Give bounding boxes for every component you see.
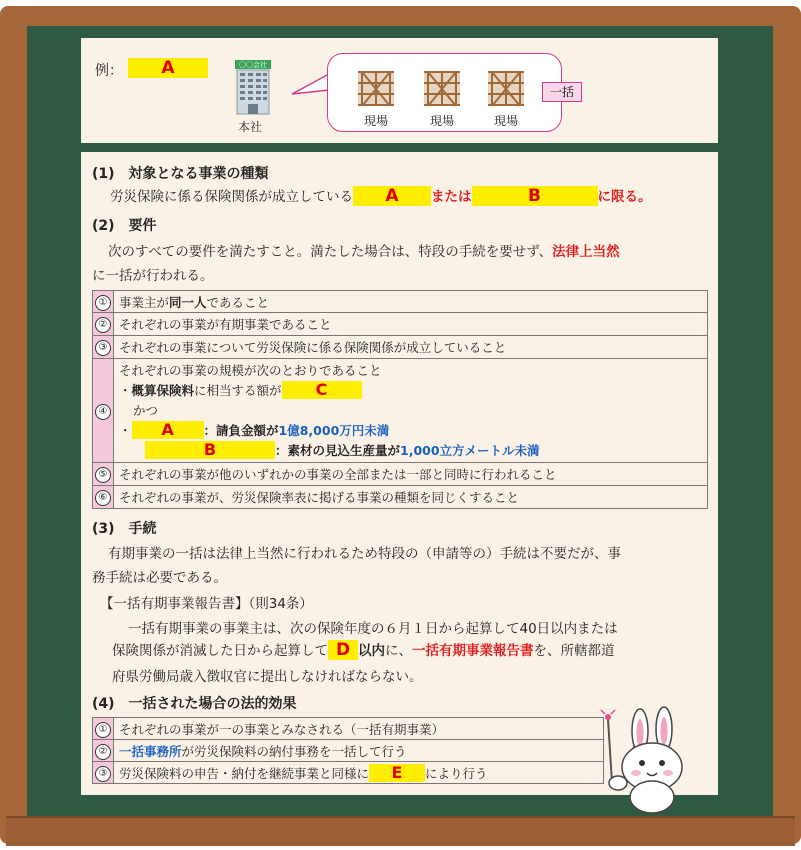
row-number: ⑥ <box>93 486 114 509</box>
requirements-table <box>92 290 708 509</box>
row-number: ① <box>93 718 114 740</box>
section3-line5: 府県労働局歳入徴収官に提出しなければならない。 <box>112 669 423 685</box>
table-row <box>93 359 708 463</box>
section3-line4-red: 一括有期事業報告書 <box>412 643 534 659</box>
table-row <box>93 463 708 486</box>
construction-site-icon <box>422 68 462 108</box>
site-label: 現場 <box>429 114 454 128</box>
row-number: ④ <box>93 359 114 463</box>
section4-heading: (4) 一括された場合の法的効果 <box>92 696 297 712</box>
row4-line5: B ：素材の見込生産量が1,000立方メートル未満 <box>119 441 707 461</box>
table-row <box>93 740 604 762</box>
section3-line2: 務手続は必要である。 <box>92 570 227 586</box>
table-row <box>93 336 708 359</box>
blank-d: D <box>328 640 358 660</box>
section2-line2: に一括が行われる。 <box>92 268 214 284</box>
section3-line1: 有期事業の一括は法律上当然に行われるため特段の（申請等の）手続は不要だが、事 <box>108 546 621 562</box>
section1-text-pre: 労災保険に係る保険関係が成立している <box>110 189 353 205</box>
row-number: ③ <box>93 762 114 784</box>
row4-line2: ・概算保険料に相当する額が C <box>119 381 707 401</box>
bracket-label: 一括 <box>542 82 582 102</box>
section3-line4-post1: に、 <box>385 643 412 659</box>
site-label: 現場 <box>493 114 518 128</box>
section2-line1-text: 次のすべての要件を満たすこと。満たした場合は、特段の手続を要せず、 <box>108 244 553 260</box>
site-label: 現場 <box>363 114 388 128</box>
table-row <box>93 291 708 313</box>
section3-line3: 一括有期事業の事業主は、次の保険年度の６月１日から起算して40日以内または <box>128 621 618 637</box>
row4-line1: それぞれの事業の規模が次のとおりであること <box>119 362 382 378</box>
row4-line4: ・ A ：請負金額が1億8,000万円未満 <box>119 419 390 439</box>
row-text <box>114 359 708 463</box>
table-row <box>93 762 604 784</box>
row-text: それぞれの事業が他のいずれかの事業の全部または一部と同時に行われること <box>114 463 708 486</box>
table-row <box>93 313 708 336</box>
building-badge: 〇〇会社 <box>239 61 267 69</box>
section3-heading: (3) 手続 <box>92 521 157 537</box>
row-text: 事業主が同一人であること <box>114 291 708 313</box>
section2-line1 <box>108 240 620 260</box>
row4-line3: かつ <box>133 402 159 418</box>
blank-b: B <box>145 441 275 459</box>
blank-e: E <box>369 764 425 782</box>
section3-line4-pre: 保険関係が消滅した日から起算して <box>112 643 328 659</box>
row-text: それぞれの事業が、労災保険率表に掲げる事業の種類を同じくすること <box>114 486 708 509</box>
row-number: ① <box>93 291 114 313</box>
table-row <box>93 486 708 509</box>
blank-c: C <box>282 381 362 399</box>
row-number: ③ <box>93 336 114 359</box>
section1-end: に限る。 <box>597 189 652 205</box>
row-number: ⑤ <box>93 463 114 486</box>
section1-text <box>110 186 652 208</box>
row-number: ② <box>93 313 114 336</box>
table-row <box>93 718 604 740</box>
section3-line4 <box>112 640 615 661</box>
section3-line4-mid: 以内 <box>358 643 385 659</box>
row-text: 一括事務所が労災保険料の納付事務を一括して行う <box>114 740 604 762</box>
chalk-tray <box>6 816 795 846</box>
example-label: 例： <box>95 63 123 79</box>
report-title: 【一括有期事業報告書】（則34条） <box>100 596 313 612</box>
blank-a: A <box>132 421 204 439</box>
rabbit-mascot-icon <box>592 705 702 815</box>
effects-table <box>92 717 604 784</box>
row-text: それぞれの事業が一の事業とみなされる（一括有期事業） <box>114 718 604 740</box>
section1-heading: (1) 対象となる事業の種類 <box>92 166 269 182</box>
section2-heading: (2) 要件 <box>92 218 157 234</box>
construction-site-icon <box>486 68 526 108</box>
row-number: ② <box>93 740 114 762</box>
example-blank-a: A <box>128 58 208 78</box>
row-text: 労災保険料の申告・納付を継続事業と同様に E により行う <box>114 762 604 784</box>
row-text: それぞれの事業が有期事業であること <box>114 313 708 336</box>
row-text: それぞれの事業について労災保険に係る保険関係が成立していること <box>114 336 708 359</box>
section2-line1-red: 法律上当然 <box>552 244 620 260</box>
sites-bubble <box>327 53 562 132</box>
section1-mid: または <box>431 189 472 205</box>
section3-line4-post2: を、所轄都道 <box>533 643 615 659</box>
blank-a: A <box>353 186 431 206</box>
construction-site-icon <box>356 68 396 108</box>
bubble-pointer <box>290 70 330 100</box>
blank-b: B <box>472 186 598 206</box>
hq-label: 本社 <box>238 120 263 134</box>
